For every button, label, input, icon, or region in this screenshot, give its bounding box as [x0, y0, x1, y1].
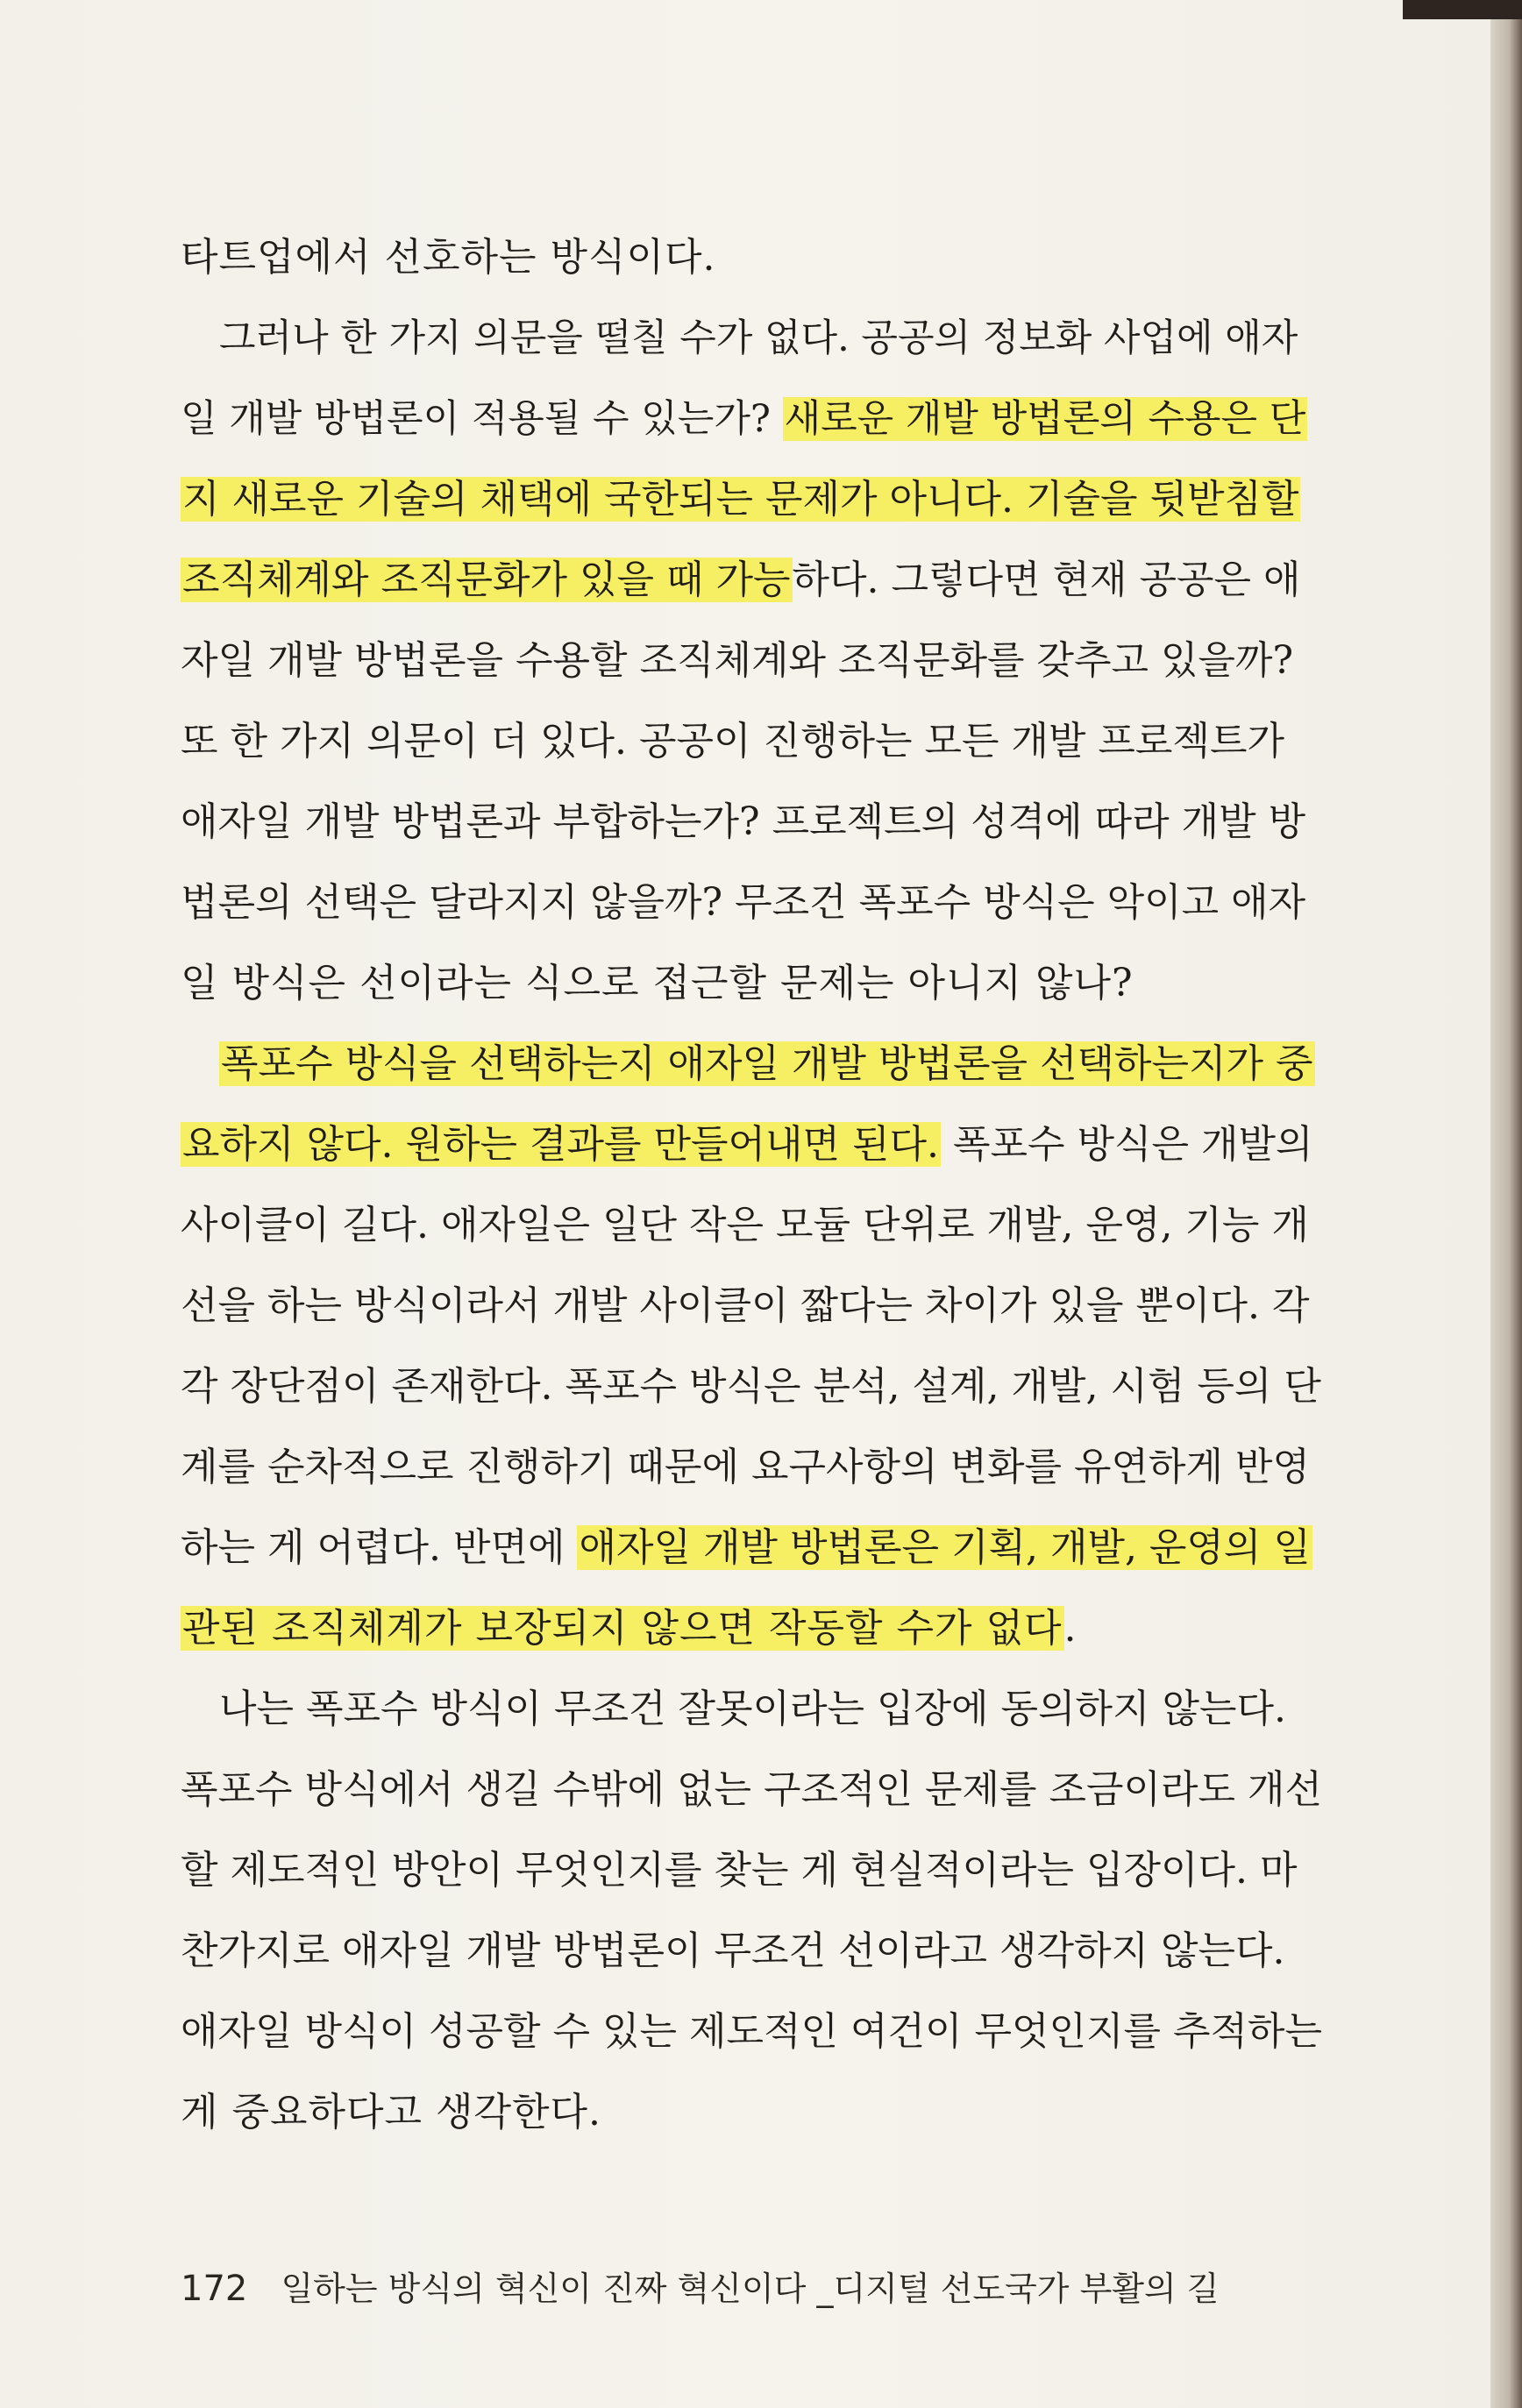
text-run: 법론의 선택은 달라지지 않을까? 무조건 폭포수 방식은 악이고 애자 [181, 880, 1306, 925]
text-line [181, 1346, 1322, 1427]
paragraph [181, 1024, 1322, 1669]
text-run: 일 개발 방법론이 적용될 수 있는가? [181, 397, 783, 441]
text-line [181, 782, 1322, 863]
text-run: 각 장단점이 존재한다. 폭포수 방식은 분석, 설계, 개발, 시험 등의 단 [181, 1364, 1321, 1409]
paragraph [181, 217, 1322, 298]
text-run: 애자일 방식이 성공할 수 있는 제도적인 여건이 무엇인지를 추적하는 [181, 2009, 1322, 2054]
text-line [181, 1588, 1322, 1669]
text-line [181, 621, 1322, 701]
text-run: 선을 하는 방식이라서 개발 사이클이 짧다는 차이가 있을 뿐이다. 각 [181, 1283, 1310, 1328]
paragraph [181, 298, 1322, 1024]
text-line [181, 1750, 1322, 1830]
text-run: 또 한 가지 의문이 더 있다. 공공이 진행하는 모든 개발 프로젝트가 [181, 719, 1284, 764]
text-line [181, 1830, 1322, 1911]
text-line [181, 540, 1322, 621]
highlighted-text: 폭포수 방식을 선택하는지 애자일 개발 방법론을 선택하는지가 중 [221, 1041, 1313, 1086]
background-strip [1403, 0, 1522, 19]
text-run: 애자일 개발 방법론과 부합하는가? 프로젝트의 성격에 따라 개발 방 [181, 799, 1306, 844]
highlighted-text: 요하지 않다. 원하는 결과를 만들어내면 된다. [182, 1122, 939, 1167]
highlighted-text: 새로운 개발 방법론의 수용은 단 [784, 397, 1306, 441]
text-run: 계를 순차적으로 진행하기 때문에 요구사항의 변화를 유연하게 반영 [181, 1445, 1311, 1489]
text-run: 자일 개발 방법론을 수용할 조직체계와 조직문화를 갖추고 있을까? [181, 638, 1294, 683]
text-line [181, 1185, 1322, 1266]
running-title: 일하는 방식의 혁신이 진짜 혁신이다 _디지털 선도국가 부활의 길 [281, 2269, 1220, 2308]
text-run: 폭포수 방식은 개발의 [940, 1122, 1313, 1167]
page-body-text [181, 217, 1322, 2153]
page-number: 172 [181, 2269, 248, 2309]
text-line [181, 1669, 1322, 1750]
text-run: 나는 폭포수 방식이 무조건 잘못이라는 입장에 동의하지 않는다. [219, 1687, 1286, 1731]
page-footer [181, 2262, 1220, 2310]
text-run: 타트업에서 선호하는 방식이다. [181, 235, 716, 280]
text-line [181, 459, 1322, 540]
text-run: . [1063, 1606, 1077, 1651]
text-line [181, 1266, 1322, 1346]
highlighted-text: 지 새로운 기술의 채택에 국한되는 문제가 아니다. 기술을 뒷받침할 [182, 477, 1299, 522]
page-edge [1490, 0, 1522, 2408]
text-run: 찬가지로 애자일 개발 방법론이 무조건 선이라고 생각하지 않는다. [181, 1929, 1285, 1973]
highlighted-text: 조직체계와 조직문화가 있을 때 가능 [182, 558, 791, 602]
text-run: 하다. 그렇다면 현재 공공은 애 [792, 558, 1301, 602]
text-line [181, 1911, 1322, 1992]
text-line [181, 1508, 1322, 1588]
text-line [181, 379, 1322, 459]
text-line [181, 1992, 1322, 2072]
text-line [181, 1024, 1322, 1105]
text-line [181, 298, 1322, 379]
paragraph [181, 1669, 1322, 2153]
text-run: 그러나 한 가지 의문을 떨칠 수가 없다. 공공의 정보화 사업에 애자 [219, 316, 1298, 360]
text-run: 게 중요하다고 생각한다. [181, 2090, 601, 2135]
highlighted-text: 관된 조직체계가 보장되지 않으면 작동할 수가 없다 [182, 1606, 1063, 1651]
text-run: 할 제도적인 방안이 무엇인지를 찾는 게 현실적이라는 입장이다. 마 [181, 1848, 1298, 1893]
text-line [181, 217, 1322, 298]
text-run: 일 방식은 선이라는 식으로 접근할 문제는 아니지 않나? [181, 961, 1134, 1005]
text-line [181, 1427, 1322, 1508]
text-line [181, 2072, 1322, 2153]
text-line [181, 863, 1322, 943]
text-run: 사이클이 길다. 애자일은 일단 작은 모듈 단위로 개발, 운영, 기능 개 [181, 1203, 1309, 1247]
text-run: 하는 게 어렵다. 반면에 [181, 1525, 578, 1570]
text-line [181, 1105, 1322, 1185]
highlighted-text: 애자일 개발 방법론은 기획, 개발, 운영의 일 [579, 1525, 1311, 1570]
text-line [181, 701, 1322, 782]
text-line [181, 943, 1322, 1024]
text-run: 폭포수 방식에서 생길 수밖에 없는 구조적인 문제를 조금이라도 개선 [181, 1767, 1322, 1812]
